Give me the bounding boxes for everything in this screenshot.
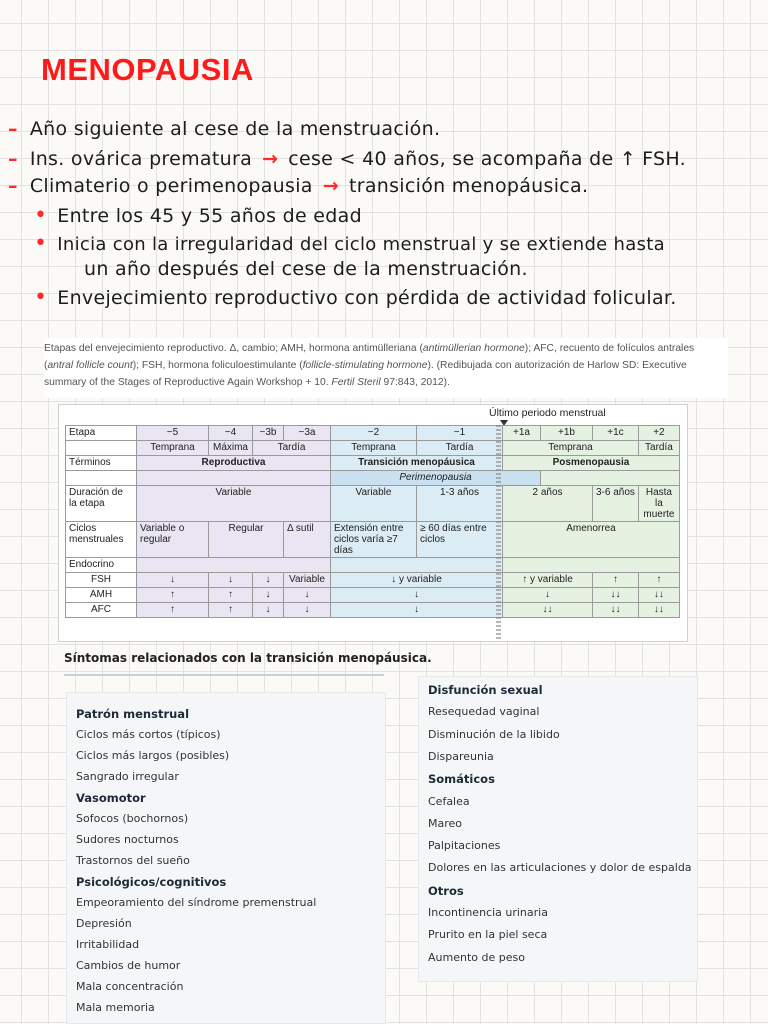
symptoms-panel-left xyxy=(66,692,386,1024)
cell-terminos: Términos xyxy=(66,456,137,471)
symptoms-panel-right xyxy=(418,676,698,982)
note-line-3 xyxy=(8,175,588,197)
cell-posmenopausia: Posmenopausia xyxy=(503,456,680,471)
cell-down-var: ↓ y variable xyxy=(331,573,503,588)
cell-phase: Máxima xyxy=(209,441,253,456)
note-text-10: Envejecimiento reproductivo con pérdida de actividad folicular. xyxy=(57,287,677,309)
symptoms-title: Síntomas relacionados con la transición menopáusica. xyxy=(64,651,432,665)
cell-stage: −5 xyxy=(137,426,209,441)
cell-phase: Temprana xyxy=(137,441,209,456)
cell-amenorrea: Amenorrea xyxy=(503,522,680,558)
symptom-category: Disfunción sexual xyxy=(428,683,543,697)
cell-arrow: ↓ xyxy=(284,588,331,603)
cell-variable: Variable xyxy=(137,486,331,522)
cell-stage: +1a xyxy=(503,426,541,441)
symptom-category: Vasomotor xyxy=(76,791,146,805)
page-title: MENOPAUSIA xyxy=(41,52,254,87)
symptom-item: Irritabilidad xyxy=(76,938,140,951)
cell-arrow: ↓ xyxy=(503,588,593,603)
symptom-item: Ciclos más cortos (típicos) xyxy=(76,728,221,741)
note-line-4 xyxy=(34,203,362,228)
cell-duracion: Duración de la etapa xyxy=(66,486,137,522)
cell-3-6: 3-6 años xyxy=(593,486,639,522)
lmp-divider xyxy=(496,425,501,639)
caption-text: ); FSH, hormona foliculoestimulante ( xyxy=(132,360,303,371)
note-line-2 xyxy=(8,148,686,170)
figure-caption xyxy=(44,338,728,398)
cell-stage: −3a xyxy=(284,426,331,441)
symptom-item: Sangrado irregular xyxy=(76,770,179,783)
caption-italic: antimüllerian hormone xyxy=(422,343,525,354)
cell-arrow: ↑ xyxy=(209,603,253,618)
cell-arrow: ↓ xyxy=(137,573,209,588)
symptom-item: Disminución de la libido xyxy=(428,727,560,741)
cell-phase: Temprana xyxy=(331,441,417,456)
note-text-9: un año después del cese de la menstruación. xyxy=(84,258,528,280)
stages-table xyxy=(65,425,680,618)
cell-reproductiva: Reproductiva xyxy=(137,456,331,471)
row-perimenopausia xyxy=(66,471,680,486)
symptom-item: Cambios de humor xyxy=(76,959,181,972)
cell-phase: Tardía xyxy=(253,441,331,456)
symptom-category: Otros xyxy=(428,883,464,898)
symptom-item: Prurito en la piel seca xyxy=(428,928,548,942)
cell-arrow: ↓ xyxy=(209,573,253,588)
row-ciclos xyxy=(66,522,680,558)
cell-arrow: ↑ xyxy=(638,573,679,588)
cell-empty xyxy=(137,558,331,573)
cell-phase: Temprana xyxy=(503,441,639,456)
cell-arrow: ↓↓ xyxy=(638,588,679,603)
bullet-icon: • xyxy=(34,203,48,228)
cell-stage: −3b xyxy=(253,426,284,441)
cell-arrow: ↓↓ xyxy=(593,603,639,618)
cell-arrow: ↑ xyxy=(209,588,253,603)
cell-arrow: ↓↓ xyxy=(638,603,679,618)
symptom-item: Mala memoria xyxy=(76,1001,155,1014)
cell-endocrino: Endocrino xyxy=(66,558,137,573)
symptom-item: Trastornos del sueño xyxy=(76,854,190,867)
note-text-1: Año siguiente al cese de la menstruación. xyxy=(29,118,441,140)
cell-transicion: Transición menopáusica xyxy=(331,456,503,471)
symptom-item: Ciclos más largos (posibles) xyxy=(76,749,230,762)
cell-regular: Regular xyxy=(209,522,284,558)
dash-icon: – xyxy=(8,148,18,170)
cell-arrow: ↑ xyxy=(137,603,209,618)
symptom-item: Dispareunia xyxy=(428,749,494,763)
cell-empty xyxy=(541,471,680,486)
cell-empty xyxy=(331,558,503,573)
note-text-3: cese < 40 años, se acompaña de xyxy=(288,148,614,170)
cell-arrow: ↓ xyxy=(284,603,331,618)
caption-text: 97:843, 2012). xyxy=(380,377,450,388)
note-text-2: Ins. ovárica prematura xyxy=(29,148,253,170)
caption-text: ); AFC, recuento de folículos antrales ( xyxy=(44,343,695,371)
row-duracion xyxy=(66,486,680,522)
note-text-4: FSH. xyxy=(642,148,686,170)
row-afc xyxy=(66,603,680,618)
cell-afc: AFC xyxy=(66,603,137,618)
cell-etapa: Etapa xyxy=(66,426,137,441)
caption-italic: Fertil Steril xyxy=(331,377,381,388)
symptom-item: Empeoramiento del síndrome premenstrual xyxy=(76,896,317,909)
cell-stage: −4 xyxy=(209,426,253,441)
lmp-label: Último periodo menstrual xyxy=(489,407,606,419)
symptom-item: Depresión xyxy=(76,917,132,930)
note-line-6 xyxy=(84,258,528,280)
row-terminos xyxy=(66,456,680,471)
cell-arrow: ↓ xyxy=(331,588,503,603)
symptom-item: Palpitaciones xyxy=(428,839,501,853)
dash-icon: – xyxy=(8,118,18,140)
cell-variable: Variable xyxy=(284,573,331,588)
cell-up-var: ↑ y variable xyxy=(503,573,593,588)
arrow-up-icon: ↑ xyxy=(619,148,637,170)
symptom-item: Cefalea xyxy=(428,794,470,808)
cell-arrow: ↓ xyxy=(253,573,284,588)
symptom-item: Dolores en las articulaciones y dolor de espalda xyxy=(428,861,692,875)
cell-stage: −1 xyxy=(417,426,503,441)
cell-stage: +1c xyxy=(593,426,639,441)
bullet-icon: • xyxy=(34,285,48,310)
caption-italic: antral follicle count xyxy=(47,360,133,371)
note-text-7: Entre los 45 y 55 años de edad xyxy=(57,205,362,227)
cell-stage: +2 xyxy=(638,426,679,441)
symptom-category: Psicológicos/cognitivos xyxy=(76,875,227,889)
note-text-5: Climaterio o perimenopausia xyxy=(29,175,313,197)
cell-var-reg: Variable o regular xyxy=(137,522,209,558)
cell-empty xyxy=(66,471,137,486)
note-text-6: transición menopáusica. xyxy=(348,175,589,197)
cell-60-dias: ≥ 60 días entre ciclos xyxy=(417,522,503,558)
cell-arrow: ↑ xyxy=(593,573,639,588)
cell-arrow: ↓ xyxy=(253,588,284,603)
cell-arrow: ↑ xyxy=(137,588,209,603)
row-endocrino xyxy=(66,558,680,573)
cell-fsh: FSH xyxy=(66,573,137,588)
symptom-category: Somáticos xyxy=(428,772,495,787)
row-fsh xyxy=(66,573,680,588)
caption-italic: follicle-stimulating hormone xyxy=(302,360,428,371)
symptom-item: Sofocos (bochornos) xyxy=(76,812,189,825)
symptom-item: Aumento de peso xyxy=(428,950,525,964)
cell-arrow: ↓↓ xyxy=(503,603,593,618)
note-line-7 xyxy=(34,285,677,310)
dash-icon: – xyxy=(8,175,18,197)
symptom-item: Incontinencia urinaria xyxy=(428,906,548,919)
cell-2-anos: 2 años xyxy=(503,486,593,522)
symptom-item: Mareo xyxy=(428,816,463,830)
cell-empty xyxy=(503,558,680,573)
symptom-item: Sudores nocturnos xyxy=(76,833,179,846)
cell-perimenopausia: Perimenopausia xyxy=(331,471,541,486)
cell-variable: Variable xyxy=(331,486,417,522)
caption-text: ). (Redibujada con autorización de Harlow SD: Executive summary of the Stages of Reproductive Again Workshop + 10. xyxy=(44,360,687,388)
cell-phase: Tardía xyxy=(417,441,503,456)
caption-text: Etapas del envejecimiento reproductivo. Δ, cambio; AMH, hormona antimülleriana ( xyxy=(44,343,423,354)
stages-figure xyxy=(58,404,688,642)
symptom-item: Resequedad vaginal xyxy=(428,705,540,719)
cell-1-3: 1-3 años xyxy=(417,486,503,522)
cell-ciclos: Ciclos menstruales xyxy=(66,522,137,558)
cell-arrow: ↓ xyxy=(253,603,284,618)
row-amh xyxy=(66,588,680,603)
cell-stage: +1b xyxy=(541,426,593,441)
cell-hasta-muerte: Hasta la muerte xyxy=(638,486,679,522)
cell-arrow: ↓ xyxy=(331,603,503,618)
cell-sutil: Δ sutil xyxy=(284,522,331,558)
symptoms-divider xyxy=(64,674,384,676)
arrow-right-icon: → xyxy=(262,148,279,170)
cell-amh: AMH xyxy=(66,588,137,603)
note-line-5 xyxy=(34,231,665,256)
symptom-category: Patrón menstrual xyxy=(76,707,190,721)
cell-empty xyxy=(137,471,331,486)
cell-empty xyxy=(66,441,137,456)
cell-extension: Extensión entre ciclos varía ≥7 días xyxy=(331,522,417,558)
cell-stage: −2 xyxy=(331,426,417,441)
symptom-item: Mala concentración xyxy=(76,980,184,993)
note-line-1 xyxy=(8,118,440,140)
row-etapa xyxy=(66,426,680,441)
cell-phase: Tardía xyxy=(638,441,679,456)
cell-arrow: ↓↓ xyxy=(593,588,639,603)
arrow-right-icon: → xyxy=(322,175,339,197)
row-phases xyxy=(66,441,680,456)
note-text-8: Inicia con la irregularidad del ciclo menstrual y se extiende hasta xyxy=(57,234,665,255)
bullet-icon: • xyxy=(34,231,48,256)
